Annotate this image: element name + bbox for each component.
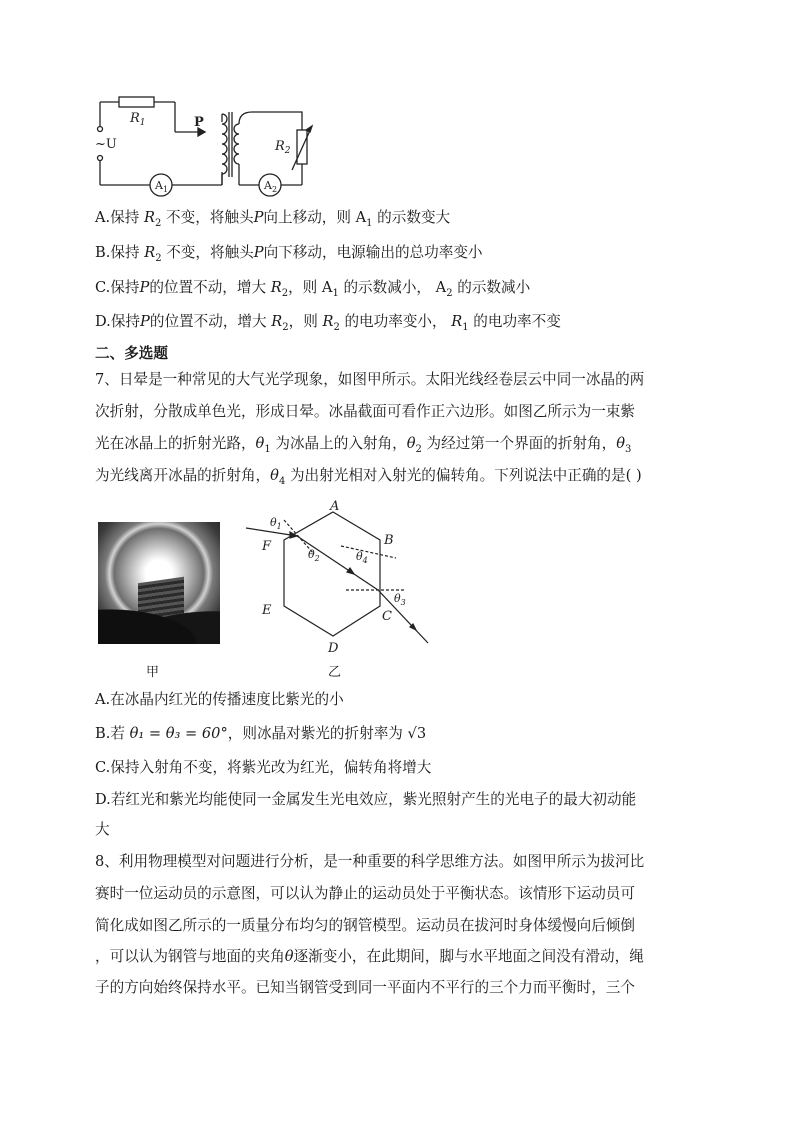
- svg-text:R2: [274, 139, 291, 156]
- u-label: ~U: [95, 137, 117, 152]
- q6-option-d: D.保持P的位置不动，增大 $R_2$，则 $R_2$ 的电功率变小， $R_1$ 的电功率不变: [95, 313, 561, 333]
- section-heading: 二、多选题: [95, 345, 168, 362]
- hexagon: [284, 512, 380, 636]
- theta3-sub: 3: [400, 598, 406, 607]
- q7-option-d-line-1: D.若红光和紫光均能使同一金属发生光电效应，紫光照射产生的光电子的最大初动能: [95, 791, 637, 808]
- a1-sub: 1: [162, 185, 169, 194]
- svg-text:θ3: [394, 592, 406, 607]
- transformer-circuit-diagram: [92, 92, 322, 202]
- trees: [98, 600, 220, 644]
- caption-yi: 乙: [328, 665, 342, 680]
- q7-option-b: B.若 θ₁ = θ₃ = 60°，则冰晶对紫光的折射率为 √3: [95, 725, 427, 742]
- svg-text:A1: [154, 179, 168, 194]
- q8-line-2: 赛时一位运动员的示意图，可以认为静止的运动员处于平衡状态。该情形下运动员可: [95, 885, 635, 902]
- q7-line-3: 光在冰晶上的折射光路，$\theta_1$ 为冰晶上的入射角，$\theta_2$ 为经过第一个界面的折射角，$\theta_3$: [95, 435, 632, 455]
- theta2-label: θ: [308, 548, 315, 561]
- theta2-sub: 2: [314, 554, 320, 563]
- a2-sub: 2: [271, 185, 278, 194]
- a1-label: A: [155, 179, 163, 192]
- q8-line-1: 8、利用物理模型对问题进行分析，是一种重要的科学思维方法。如图甲所示为拔河比: [95, 853, 645, 870]
- secondary-coil: [234, 124, 239, 164]
- r2-label: R: [275, 139, 285, 154]
- theta4-sub: 4: [362, 556, 368, 565]
- q7-option-c: C.保持入射角不变，将紫光改为红光，偏转角将增大: [95, 759, 432, 776]
- wire: [239, 112, 302, 130]
- q6-option-b: B.保持 $R_2$ 不变，将触头P向下移动，电源输出的总功率变小: [95, 244, 483, 264]
- theta4-label: θ: [356, 550, 363, 563]
- resistor-r1: [119, 97, 154, 107]
- arrowhead: [306, 126, 312, 132]
- q7-option-a: A.在冰晶内红光的传播速度比紫光的小: [95, 691, 344, 708]
- terminal: [98, 127, 103, 132]
- svg-text:θ1: [270, 516, 282, 531]
- r1-sub: 1: [139, 118, 146, 128]
- theta1-sub: 1: [276, 522, 282, 531]
- q8-line-3: 简化成如图乙所示的一质量分布均匀的钢管模型。运动员在拔河时身体缓慢向后倾倒: [95, 917, 635, 934]
- r2-sub: 2: [284, 146, 291, 156]
- svg-text:A2: [263, 179, 277, 194]
- svg-text:θ4: [356, 550, 368, 565]
- terminal: [98, 156, 103, 161]
- q7-line-1: 7、日晕是一种常见的大气光学现象，如图甲所示。太阳光线经卷层云中同一冰晶的两: [95, 371, 645, 388]
- a2-label: A: [264, 179, 272, 192]
- theta3-label: θ: [394, 592, 401, 605]
- ice-crystal-hexagon-diagram: [236, 498, 446, 658]
- r1-label: R: [130, 111, 140, 126]
- caption-jia: 甲: [146, 665, 160, 680]
- q7-line-2: 次折射，分散成单色光，形成日晕。冰晶截面可看作正六边形。如图乙所示为一束紫: [95, 403, 635, 420]
- q6-option-a: A.保持 $R_2$ 不变，将触头P向上移动，则 $A_1$ 的示数变大: [95, 209, 451, 229]
- vertex-b: B: [384, 533, 394, 548]
- svg-text:R1: [129, 111, 146, 128]
- q8-line-5: 子的方向始终保持水平。已知当钢管受到同一平面内不平行的三个力而平衡时，三个: [95, 979, 635, 996]
- halo-photo: [98, 522, 220, 644]
- primary-coil: [222, 114, 227, 174]
- vertex-d: D: [328, 641, 339, 656]
- q6-option-c: C.保持P的位置不动，增大 $R_2$，则 $A_1$ 的示数减小， $A_2$ 的示数减小: [95, 279, 531, 299]
- p-label: P: [194, 115, 204, 130]
- arrowhead: [347, 568, 354, 574]
- q7-option-d-line-2: 大: [95, 821, 110, 838]
- vertex-c: C: [382, 609, 392, 624]
- q7-line-4: 为光线离开冰晶的折射角，$\theta_4$ 为出射光相对入射光的偏转角。下列说法中正确的是( ): [95, 467, 642, 487]
- q8-line-4: ，可以认为钢管与地面的夹角θ逐渐变小，在此期间，脚与水平地面之间没有滑动，绳: [95, 948, 644, 965]
- vertex-a: A: [330, 499, 340, 514]
- vertex-e: E: [262, 603, 272, 618]
- vertex-f: F: [262, 539, 272, 554]
- incident-ray: [246, 528, 297, 536]
- theta1-label: θ: [270, 516, 277, 529]
